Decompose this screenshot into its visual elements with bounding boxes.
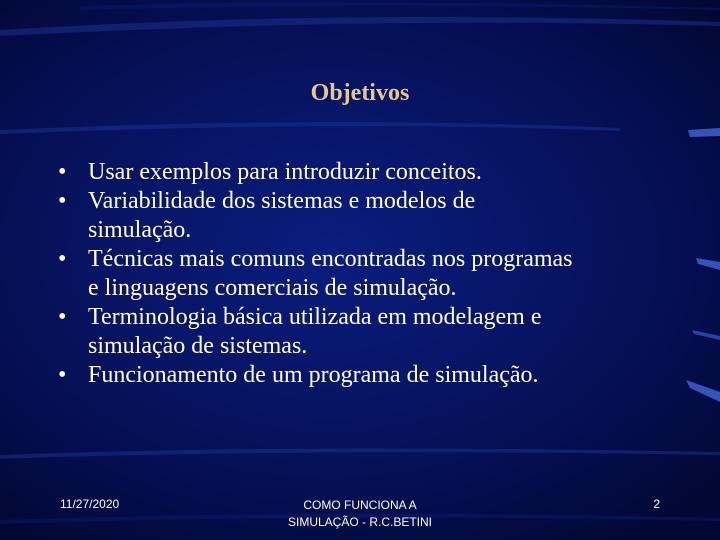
streak xyxy=(686,380,720,402)
streak xyxy=(0,448,720,459)
streak xyxy=(688,128,720,137)
bullet-text: Funcionamento de um programa de simulação. xyxy=(88,362,539,388)
bullet-marker: • xyxy=(58,188,67,214)
streak xyxy=(0,17,720,36)
streak xyxy=(692,330,720,340)
bullet-text: Usar exemplos para introduzir conceitos. xyxy=(88,159,482,185)
bullet-item xyxy=(58,361,668,390)
bullet-item xyxy=(58,158,668,187)
streak xyxy=(696,258,720,270)
slide-title: Objetivos xyxy=(310,80,410,106)
footer-title xyxy=(250,497,470,531)
bullet-text: Técnicas mais comuns encontradas nos programas xyxy=(88,246,573,272)
bullet-item xyxy=(58,187,668,245)
page-number: 2 xyxy=(653,497,660,511)
streak xyxy=(80,2,720,10)
bullet-list xyxy=(58,158,668,390)
footer-title-line: SIMULAÇÃO - R.C.BETINI xyxy=(287,515,433,529)
bullet-marker: • xyxy=(58,362,67,388)
bullet-text: simulação de sistemas. xyxy=(88,333,308,359)
footer-title-line: COMO FUNCIONA A xyxy=(303,498,417,512)
bullet-item xyxy=(58,303,668,361)
bullet-text: e linguagens comerciais de simulação. xyxy=(88,275,457,301)
footer-date: 11/27/2020 xyxy=(60,497,120,511)
bullet-item xyxy=(58,245,668,303)
bullet-marker: • xyxy=(58,246,67,272)
bullet-text: simulação. xyxy=(88,217,192,243)
bullet-marker: • xyxy=(58,159,67,185)
bullet-text: Terminologia básica utilizada em modelagem e xyxy=(88,304,542,330)
bullet-marker: • xyxy=(58,304,67,330)
bullet-text: Variabilidade dos sistemas e modelos de xyxy=(88,188,476,214)
streak xyxy=(0,122,620,134)
